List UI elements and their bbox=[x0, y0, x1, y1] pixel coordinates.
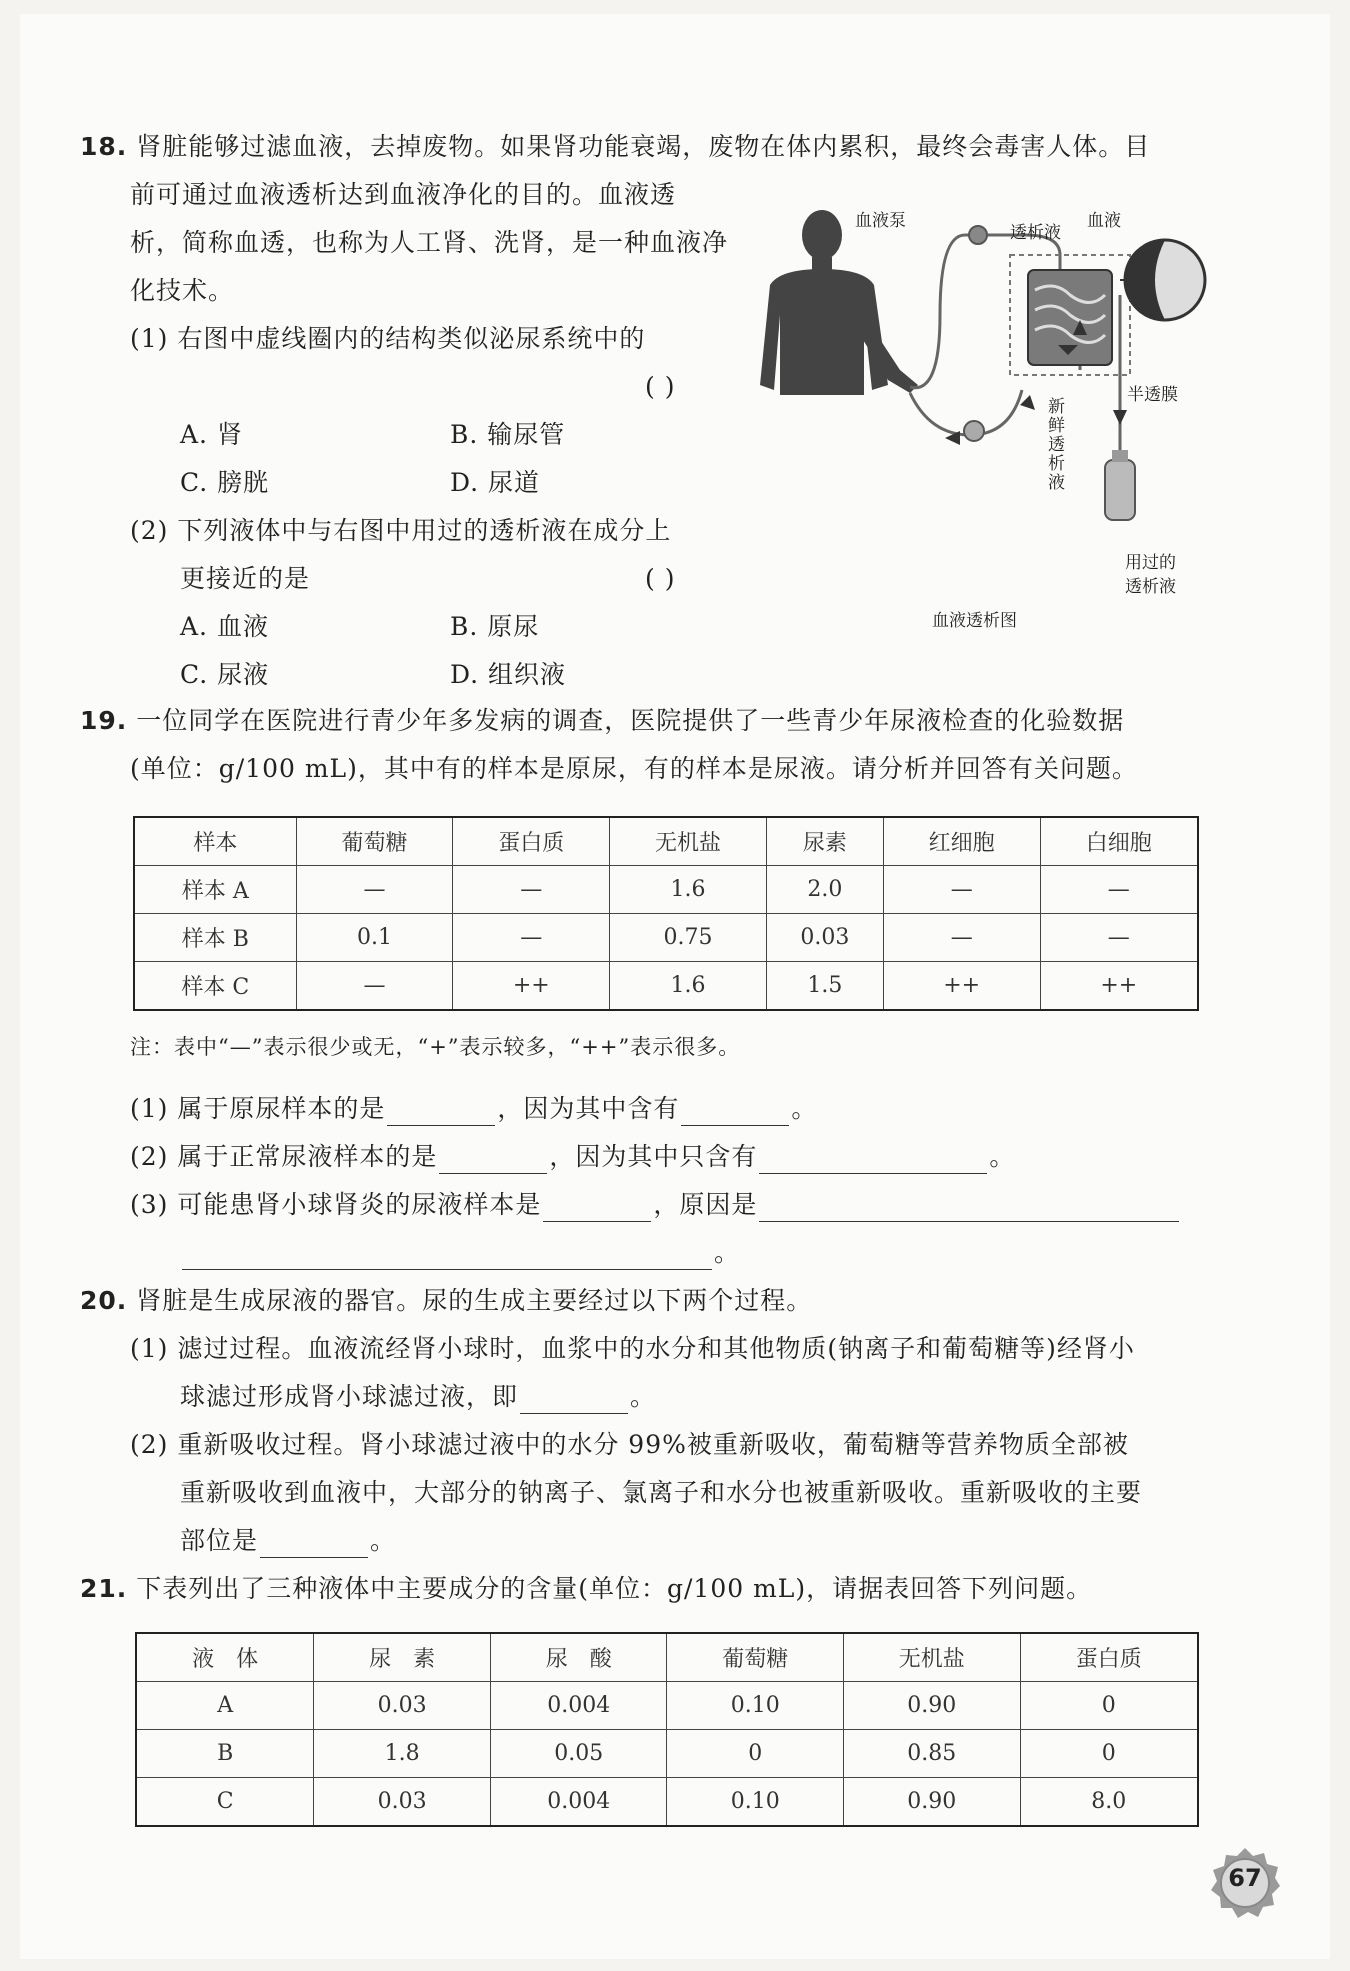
answer-blank[interactable] bbox=[520, 1387, 628, 1414]
table-cell: 0.03 bbox=[314, 1778, 491, 1827]
table-header: 样本 bbox=[134, 817, 296, 866]
table-cell: 0.75 bbox=[610, 914, 767, 962]
table-cell: 0.1 bbox=[296, 914, 453, 962]
table-cell: — bbox=[1040, 866, 1198, 914]
answer-blank[interactable] bbox=[759, 1195, 1179, 1222]
answer-blank[interactable] bbox=[439, 1147, 547, 1174]
table-cell: 2.0 bbox=[766, 866, 883, 914]
table-header: 白细胞 bbox=[1040, 817, 1198, 866]
table-header: 无机盐 bbox=[610, 817, 767, 866]
table-cell: A bbox=[136, 1682, 314, 1730]
fluid-composition-table bbox=[135, 1632, 1199, 1827]
pump-bulb bbox=[964, 421, 984, 441]
table-cell: 1.8 bbox=[314, 1730, 491, 1778]
table-cell: 0.004 bbox=[490, 1682, 667, 1730]
question-19-sub-2 bbox=[130, 1140, 1015, 1174]
question-18-sub-2-line-1: (2) 下列液体中与右图中用过的透析液在成分上 bbox=[130, 516, 672, 545]
sub-2-end: 。 bbox=[370, 1526, 397, 1555]
table-cell: — bbox=[296, 962, 453, 1011]
table-cell: 0 bbox=[1020, 1730, 1198, 1778]
used-dialysate-bottle bbox=[1105, 460, 1135, 520]
human-silhouette bbox=[760, 210, 918, 395]
table-cell: — bbox=[453, 914, 610, 962]
option-c: C. 尿液 bbox=[180, 660, 270, 689]
table-header: 无机盐 bbox=[844, 1633, 1021, 1682]
answer-blank[interactable] bbox=[759, 1147, 987, 1174]
sub-1-prompt: (1) 属于原尿样本的是 bbox=[130, 1094, 386, 1123]
table-cell: 1.6 bbox=[610, 962, 767, 1011]
table-cell: 0.10 bbox=[667, 1778, 844, 1827]
urine-sample-table bbox=[133, 816, 1199, 1011]
table-cell: 0.03 bbox=[314, 1682, 491, 1730]
answer-blank[interactable] bbox=[681, 1099, 789, 1126]
table-cell: ++ bbox=[1040, 962, 1198, 1011]
question-18-number: 18. bbox=[80, 132, 128, 161]
table-row bbox=[134, 914, 1198, 962]
table-header: 葡萄糖 bbox=[667, 1633, 844, 1682]
sub-2-reason-prompt: ，因为其中只含有 bbox=[549, 1142, 758, 1171]
table-cell: — bbox=[883, 866, 1040, 914]
question-21-stem: 下表列出了三种液体中主要成分的含量(单位：g/100 mL)，请据表回答下列问题。 bbox=[136, 1574, 1093, 1603]
question-21-line-1 bbox=[80, 1572, 1092, 1606]
question-19-line-1 bbox=[80, 704, 1124, 738]
table-cell: 1.5 bbox=[766, 962, 883, 1011]
question-19-sub-3 bbox=[130, 1188, 1181, 1222]
question-20-sub-1-line-1: (1) 滤过过程。血液流经肾小球时，血浆中的水分和其他物质(钠离子和葡萄糖等)经肾小 bbox=[130, 1334, 1135, 1363]
question-19-line-2: (单位：g/100 mL)，其中有的样本是原尿，有的样本是尿液。请分析并回答有关问题。 bbox=[130, 754, 1138, 783]
table-header-row bbox=[136, 1633, 1198, 1682]
question-20-sub-2-line-3 bbox=[180, 1524, 396, 1558]
table-cell: 0.85 bbox=[844, 1730, 1021, 1778]
question-19-sub-3-cont bbox=[180, 1236, 740, 1270]
table-row bbox=[136, 1778, 1198, 1827]
table-header: 葡萄糖 bbox=[296, 817, 453, 866]
question-20-number: 20. bbox=[80, 1286, 128, 1315]
option-b: B. 原尿 bbox=[450, 612, 540, 641]
sub-2-end: 。 bbox=[989, 1142, 1016, 1171]
answer-blank[interactable] bbox=[543, 1195, 651, 1222]
label-fresh-dialysate: 新鲜透析液 bbox=[1048, 397, 1065, 493]
table-cell: 8.0 bbox=[1020, 1778, 1198, 1827]
table-row bbox=[134, 866, 1198, 914]
question-20-sub-2-line-1: (2) 重新吸收过程。肾小球滤过液中的水分 99%被重新吸收，葡萄糖等营养物质全部被 bbox=[130, 1430, 1129, 1459]
sub-3-reason-prompt: ，原因是 bbox=[653, 1190, 758, 1219]
table-cell: 样本 A bbox=[134, 866, 296, 914]
question-18-sub-2-answer-paren: ( ) bbox=[645, 564, 676, 593]
question-18-line-3: 析，简称血透，也称为人工肾、洗肾，是一种血液净 bbox=[130, 228, 729, 257]
table-cell: 0.03 bbox=[766, 914, 883, 962]
table-cell: 0 bbox=[667, 1730, 844, 1778]
sub-1-end: 。 bbox=[791, 1094, 818, 1123]
question-20-line-1 bbox=[80, 1284, 812, 1318]
table-header: 蛋白质 bbox=[453, 817, 610, 866]
table-cell: C bbox=[136, 1778, 314, 1827]
label-semipermeable-membrane: 半透膜 bbox=[1127, 385, 1178, 405]
sub-2-prompt: (2) 属于正常尿液样本的是 bbox=[130, 1142, 438, 1171]
table-note: 注：表中“—”表示很少或无，“+”表示较多，“++”表示很多。 bbox=[130, 1035, 741, 1059]
option-a: A. 血液 bbox=[180, 612, 269, 641]
question-18-sub-2-line-2: 更接近的是 bbox=[180, 564, 311, 593]
label-used-dialysate-1: 用过的 bbox=[1125, 553, 1176, 573]
question-20-stem: 肾脏是生成尿液的器官。尿的生成主要经过以下两个过程。 bbox=[136, 1286, 813, 1315]
table-cell: — bbox=[296, 866, 453, 914]
table-header-row bbox=[134, 817, 1198, 866]
label-used-dialysate-2: 透析液 bbox=[1125, 577, 1176, 597]
label-dialysate: 透析液 bbox=[1010, 223, 1061, 243]
table-row bbox=[136, 1730, 1198, 1778]
table-cell: B bbox=[136, 1730, 314, 1778]
sub-2-text: 部位是 bbox=[180, 1526, 259, 1555]
sub-1-text: 球滤过形成肾小球滤过液，即 bbox=[180, 1382, 519, 1411]
option-b: B. 输尿管 bbox=[450, 420, 566, 449]
table-cell: ++ bbox=[883, 962, 1040, 1011]
question-18-sub-1: (1) 右图中虚线圈内的结构类似泌尿系统中的 bbox=[130, 324, 646, 353]
label-blood-pump: 血液泵 bbox=[855, 211, 906, 231]
table-row bbox=[136, 1682, 1198, 1730]
table-cell: 0 bbox=[1020, 1682, 1198, 1730]
sub-3-prompt: (3) 可能患肾小球肾炎的尿液样本是 bbox=[130, 1190, 542, 1219]
blood-pump bbox=[969, 226, 987, 244]
answer-blank[interactable] bbox=[260, 1531, 368, 1558]
table-cell: 0.90 bbox=[844, 1778, 1021, 1827]
question-18-stem: 肾脏能够过滤血液，去掉废物。如果肾功能衰竭，废物在体内累积，最终会毒害人体。目 bbox=[136, 132, 1151, 161]
table-cell: — bbox=[883, 914, 1040, 962]
sub-1-reason-prompt: ，因为其中含有 bbox=[497, 1094, 680, 1123]
question-18-line-4: 化技术。 bbox=[130, 276, 235, 305]
table-cell: 样本 B bbox=[134, 914, 296, 962]
option-c: C. 膀胱 bbox=[180, 468, 270, 497]
question-18-sub-1-answer-paren: ( ) bbox=[645, 372, 676, 401]
table-header: 红细胞 bbox=[883, 817, 1040, 866]
sub-1-end: 。 bbox=[630, 1382, 657, 1411]
table-header: 尿素 bbox=[766, 817, 883, 866]
figure-caption: 血液透析图 bbox=[932, 611, 1017, 631]
table-row bbox=[134, 962, 1198, 1011]
question-20-sub-1-line-2 bbox=[180, 1380, 656, 1414]
question-19-sub-1 bbox=[130, 1092, 817, 1126]
question-18-line-2: 前可通过血液透析达到血液净化的目的。血液透 bbox=[130, 180, 677, 209]
table-cell: 样本 C bbox=[134, 962, 296, 1011]
question-19-number: 19. bbox=[80, 706, 128, 735]
answer-blank[interactable] bbox=[387, 1099, 495, 1126]
question-19-stem: 一位同学在医院进行青少年多发病的调查，医院提供了一些青少年尿液检查的化验数据 bbox=[136, 706, 1125, 735]
table-cell: 0.90 bbox=[844, 1682, 1021, 1730]
table-cell: ++ bbox=[453, 962, 610, 1011]
page-number: 67 bbox=[1228, 1864, 1262, 1892]
label-blood: 血液 bbox=[1087, 211, 1121, 231]
table-cell: — bbox=[453, 866, 610, 914]
option-d: D. 尿道 bbox=[450, 468, 541, 497]
option-d: D. 组织液 bbox=[450, 660, 567, 689]
table-header: 蛋白质 bbox=[1020, 1633, 1198, 1682]
table-cell: 0.004 bbox=[490, 1778, 667, 1827]
table-cell: 0.05 bbox=[490, 1730, 667, 1778]
table-cell: — bbox=[1040, 914, 1198, 962]
question-20-sub-2-line-2: 重新吸收到血液中，大部分的钠离子、氯离子和水分也被重新吸收。重新吸收的主要 bbox=[180, 1478, 1143, 1507]
question-21-number: 21. bbox=[80, 1574, 128, 1603]
option-a: A. 肾 bbox=[180, 420, 243, 449]
table-header: 液 体 bbox=[136, 1633, 314, 1682]
sub-3-end: 。 bbox=[714, 1238, 741, 1267]
table-header: 尿 酸 bbox=[490, 1633, 667, 1682]
table-header: 尿 素 bbox=[314, 1633, 491, 1682]
table-cell: 1.6 bbox=[610, 866, 767, 914]
table-cell: 0.10 bbox=[667, 1682, 844, 1730]
answer-blank[interactable] bbox=[182, 1243, 712, 1270]
question-18-line-1 bbox=[80, 130, 1150, 164]
